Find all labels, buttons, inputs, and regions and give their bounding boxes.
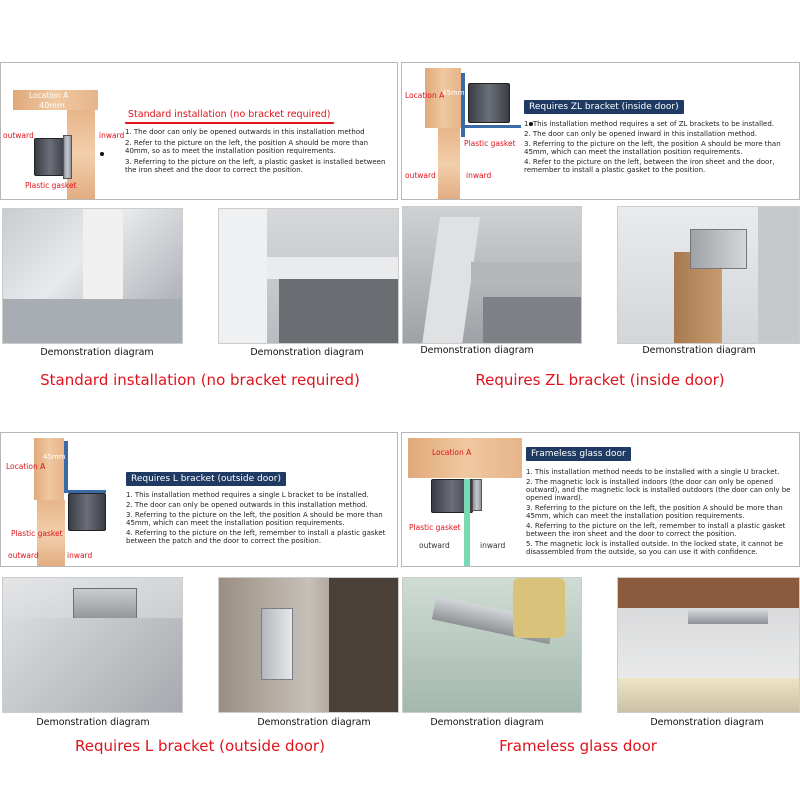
photo-detail	[3, 299, 183, 344]
lbracket-heading: Requires L bracket (outside door)	[126, 472, 286, 486]
zl-step-3: 3. Referring to the picture on the left, the position A should be more than 45mm, which can meet the installation position requirements.	[524, 140, 781, 156]
zl-step-2: 2. The door can only be opened inward in this installation method.	[524, 130, 758, 138]
lbracket-caption-2: Demonstration diagram	[257, 717, 371, 728]
glass-step-2: 2. The magnetic lock is installed indoors (the door can only be opened outward), and the magnetic lock is installed outdoors (the door can only be opened inward).	[526, 478, 791, 502]
standard-step-2: 2. Refer to the picture on the left, the position A should be more than 40mm, so as to meet the installation position requirements.	[125, 139, 369, 155]
standard-step-3: 3. Referring to the picture on the left, a plastic gasket is installed between the iron sheet and the door to correct the position.	[125, 158, 386, 174]
standard-dimension-label: 40mm	[39, 101, 65, 110]
standard-demo-photo-1	[2, 208, 183, 344]
glass-title: Frameless glass door	[499, 737, 657, 755]
lbracket-location-label: Location A	[6, 462, 46, 471]
standard-step-1: 1. The door can only be opened outwards in this installation method	[125, 128, 365, 136]
lbracket-dimension-label: 45mm	[43, 453, 66, 461]
standard-gasket-label: Plastic gasket	[25, 181, 77, 190]
zl-magnetic-lock	[468, 83, 510, 123]
standard-heading: Standard installation (no bracket required)	[125, 107, 334, 124]
photo-detail	[422, 217, 480, 344]
lbracket-demo-photo-1	[2, 577, 183, 713]
glass-step-3: 3. Referring to the picture on the left, the position A should be more than 45mm, which can meet the installation position requirements.	[526, 504, 783, 520]
photo-detail	[471, 262, 582, 280]
photo-detail	[73, 588, 137, 622]
standard-caption-2: Demonstration diagram	[250, 347, 364, 358]
zl-outward-label: outward	[405, 171, 436, 180]
zl-step-4: 4. Refer to the picture on the left, between the iron sheet and the door, remember to install a plastic gasket to the position.	[524, 158, 775, 174]
glass-heading: Frameless glass door	[526, 447, 631, 461]
lbracket-step-2: 2. The door can only be opened outwards in this installation method.	[126, 501, 368, 509]
zl-demo-photo-1	[402, 206, 582, 344]
photo-detail	[483, 297, 582, 344]
glass-steps	[526, 468, 798, 556]
lbracket-diagram-panel	[0, 432, 398, 567]
glass-caption-1: Demonstration diagram	[430, 717, 544, 728]
photo-detail	[618, 678, 800, 713]
zl-dimension-label: 45mm	[442, 89, 465, 97]
lbracket-steps	[126, 491, 396, 545]
photo-detail	[261, 608, 293, 680]
glass-door-pane	[464, 479, 470, 567]
glass-gasket-label: Plastic gasket	[409, 523, 461, 532]
zl-door-leaf	[438, 128, 460, 200]
glass-caption-2: Demonstration diagram	[650, 717, 764, 728]
glass-outward-label: outward	[419, 541, 450, 550]
glass-demo-photo-1	[402, 577, 582, 713]
glass-step-5: 5. The magnetic lock is installed outside. In the locked state, it cannot be disassembled from the outside, so you can use it with confidence.	[526, 540, 783, 556]
zl-bracket-base	[461, 125, 521, 128]
standard-demo-photo-2	[218, 208, 399, 344]
lbracket-bracket	[64, 441, 68, 493]
lbracket-step-1: 1. This installation method requires a single L bracket to be installed.	[126, 491, 369, 499]
glass-inward-label: inward	[480, 541, 506, 550]
standard-location-label: Location A	[29, 91, 69, 100]
zl-step-1: 1. This installation method requires a set of ZL brackets to be installed.	[524, 120, 774, 128]
lbracket-title: Requires L bracket (outside door)	[75, 737, 325, 755]
lbracket-magnetic-lock	[68, 493, 106, 531]
glass-diagram-panel	[401, 432, 800, 567]
glass-demo-photo-2	[617, 577, 800, 713]
zl-inward-label: inward	[466, 171, 492, 180]
lbracket-gasket-label: Plastic gasket	[11, 529, 63, 538]
glass-step-1: 1. This installation method needs to be installed with a single U bracket.	[526, 468, 780, 476]
zl-title: Requires ZL bracket (inside door)	[475, 371, 725, 389]
photo-detail	[688, 610, 768, 624]
photo-detail	[3, 618, 183, 713]
photo-detail	[329, 578, 399, 713]
glass-step-4: 4. Referring to the picture on the left, remember to install a plastic gasket between the iron sheet and the door to correct the position.	[526, 522, 786, 538]
standard-diagram-panel	[0, 62, 398, 200]
glass-u-bracket	[472, 479, 482, 511]
glass-door-frame	[408, 438, 522, 478]
lbracket-outward-label: outward	[8, 551, 39, 560]
lbracket-caption-1: Demonstration diagram	[36, 717, 150, 728]
standard-magnetic-lock	[34, 138, 66, 176]
lbracket-demo-photo-2	[218, 577, 399, 713]
photo-detail	[279, 279, 399, 344]
zl-diagram-panel	[401, 62, 800, 200]
zl-steps	[524, 120, 796, 174]
standard-outward-label: outward	[3, 131, 34, 140]
photo-detail	[219, 209, 267, 344]
zl-gasket-label: Plastic gasket	[464, 139, 516, 148]
glass-location-label: Location A	[432, 448, 472, 457]
zl-heading: Requires ZL bracket (inside door)	[524, 100, 684, 114]
lbracket-step-4: 4. Referring to the picture on the left, remember to install a plastic gasket between the patch and the door to correct the position.	[126, 529, 386, 545]
lbracket-inward-label: inward	[67, 551, 93, 560]
zl-caption-2: Demonstration diagram	[642, 345, 756, 356]
photo-detail	[267, 257, 399, 279]
standard-inward-label: inward	[99, 131, 125, 140]
standard-gasket-marker	[100, 152, 104, 156]
photo-detail	[513, 578, 565, 638]
lbracket-step-3: 3. Referring to the picture on the left, the position A should be more than 45mm, which can meet the installation position requirements.	[126, 511, 383, 527]
standard-steps	[125, 128, 395, 177]
zl-caption-1: Demonstration diagram	[420, 345, 534, 356]
standard-title: Standard installation (no bracket required)	[40, 371, 360, 389]
photo-detail	[690, 229, 747, 269]
standard-armature-plate	[63, 135, 72, 179]
zl-demo-photo-2	[617, 206, 800, 344]
photo-detail	[758, 207, 800, 344]
standard-caption-1: Demonstration diagram	[40, 347, 154, 358]
zl-location-label: Location A	[405, 91, 445, 100]
